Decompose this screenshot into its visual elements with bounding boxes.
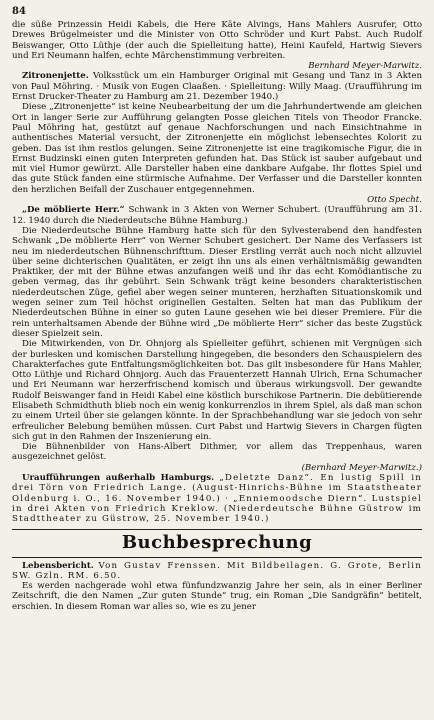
review-body: Die Niederdeutsche Bühne Hamburg hatte sich für den Sylvesterabend den handfesten Schwank „De möblierte Herr“ von Werner Schubert gesichert. Der Name des Verfassers ist neu im niederdeutschen Bühnenschrifttum. Dieser Erstling verrät auch noch nicht allzuviel über seine dichterischen Qualitäten, er zeigt ihn uns als einen verhältnismäßig gewandten Praktiker, der mit der Bühne etwas anzufangen weiß und ihr das echt Komödiantische zu geben vermag, das ihr gebührt. Sein Schwank trägt keine besonders charakteristischen niederdeutschen Züge, gefiel aber wegen seiner munteren, herzhaften Situationskomik und wegen seiner zum Teil höchst originellen Gestalten. Selten hat man das Publikum der Niederdeutschen Bühne in einer so guten Laune gesehen wie bei dieser Premiere. Für die rein unterhaltsamen Abende der Bühne wird „De möblierte Herr“ sicher das beste Zugstück dieser Spielzeit sein. xyxy=(12,225,422,339)
section-divider xyxy=(12,529,422,530)
review-header: Schwank in 3 Akten von Werner Schubert. (Uraufführung am 31. 12. 1940 durch die Niederdeutsche Bühne Hamburg.) xyxy=(12,205,422,226)
book-review-paragraph xyxy=(12,561,422,582)
section-heading: Buchbesprechung xyxy=(121,531,313,553)
review-zitronenjette xyxy=(12,71,422,102)
premieres-paragraph xyxy=(12,473,422,524)
review-body: Die Mitwirkenden, von Dr. Ohnjorg als Spielleiter geführt, schienen mit Vergnügen sich der burlesken und komischen Darstellung hingegeben, die besonders den Schauspielern des Charakterfaches gute Entfaltungsmöglichkeiten bot. Das gilt insbesondere für Hans Mahler, Otto Lüthje und Richard Ohnjorg. Auch das Frauenterzett Hannah Ulrich, Erna Schumacher und Eri Neumann war herzerfrischend komisch und überaus wirkungsvoll. Der gewandte Rudolf Beiswanger fand in Heidi Kabel eine köstlich burschikose Partnerin. Die debütierende Elisabeth Schmidthuth blieb noch ein wenig konkurrenzlos in ihrem Spiel, als daß man schon zu einem Urteil über sie gelangen könnte. In der Sprachbehandlung war sie jedoch von sehr erfreulicher Belebung bemühen müssen. Curt Pabst und Hartwig Sievers in Chargen fügten sich gut in den Rahmen der Inszenierung ein. xyxy=(12,339,422,442)
intro-paragraph: die süße Prinzessin Heidi Kabels, die Here Käte Alvings, Hans Mahlers Ausrufer, Otto Drewes Brügelmeister und die Minister von Otto Schröder und Kurt Pabst. Auch Rudolf Beiswanger, Otto Lüthje (der auch die Spielleitung hatte), Heini Kaufeld, Hartwig Sievers und Eri Neumann halfen, echte Märchenstimmung verbreiten. xyxy=(12,20,422,61)
article-column xyxy=(12,20,422,612)
review-title: „De möblierte Herr.“ xyxy=(22,205,125,216)
review-signature: Otto Specht. xyxy=(367,195,422,206)
review-moeblierte-herr xyxy=(12,205,422,226)
section-divider xyxy=(12,557,422,558)
review-body: Die Bühnenbilder von Hans-Albert Dithmer, vor allem das Treppenhaus, waren ausgezeichnet gelöst. xyxy=(12,442,422,463)
review-body: Diese „Zitronenjette“ ist keine Neubearbeitung der um die Jahrhundertwende am gleichen Ort in langer Serie zur Aufführung gelangten Posse gleichen Titels von Theodor Francke. Paul Möhring hat, gestützt auf genaue Nachforschungen und nach Einsichtnahme in authentisches Material versucht, der Zitronenjette ein möglichst lebensechtes Kolorit zu geben. Das ist ihm restlos gelungen. Seine Zitronenjette ist eine tragikomische Figur, die in Ernst Budzinski einen guten Interpreten gefunden hat. Das Stück ist sauber aufgebaut und mit viel Humor gewürzt. Alle Darsteller haben eine dankbare Aufgabe. Ihr flottes Spiel und das gute Stück fanden eine stürmische Aufnahme. Der Verfasser und die Darsteller konnten den herzlichen Beifall der Zuschauer entgegennehmen. xyxy=(12,102,422,195)
premieres-title: Uraufführungen außerhalb Hamburgs. xyxy=(22,473,215,484)
review-signature: (Bernhard Meyer-Marwitz.) xyxy=(301,462,422,473)
book-review-body: Es werden nachgerade wohl etwa fünfundzwanzig Jahre her sein, als in einer Berliner Zeitschrift, die den Namen „Zur guten Stunde“ trug, ein Roman „Die Sandgräfin“ betitelt, erschien. In diesem Roman war alles so, wie es zu jener xyxy=(12,581,422,612)
book-review-title: Lebensbericht. xyxy=(22,560,94,571)
review-header: Volksstück um ein Hamburger Original mit Gesang und Tanz in 3 Akten von Paul Möhring. · Musik von Eugen Claaßen. · Spielleitung: Willy Maag. (Uraufführung im Ernst Drucker-Theater zu Hamburg am 21. Dezember 1940.) xyxy=(12,71,422,103)
premieres-body: „Deletzte Danz“. En lustig Spill in drei Törn von Friedrich Lange. (August-Hinrichs-Bühne im Staatstheater Oldenburg i. O., 16. November 1940.) · „Enniemoodsche Diern“. Lustspiel in drei Akten von Friedrich Kreklow. (Niederdeutsche Bühne Güstrow im Stadttheater zu Güstrow, 25. November 1940.) xyxy=(12,473,423,525)
intro-signature: Bernhard Meyer-Marwitz. xyxy=(308,61,422,72)
book-review-header: Von Gustav Frenssen. Mit Bildbeilagen. G. Grote, Berlin SW. Gzln. RM. 6.50. xyxy=(12,560,422,581)
page-number: 84 xyxy=(12,6,26,17)
review-title: Zitronenjette. xyxy=(22,71,89,82)
